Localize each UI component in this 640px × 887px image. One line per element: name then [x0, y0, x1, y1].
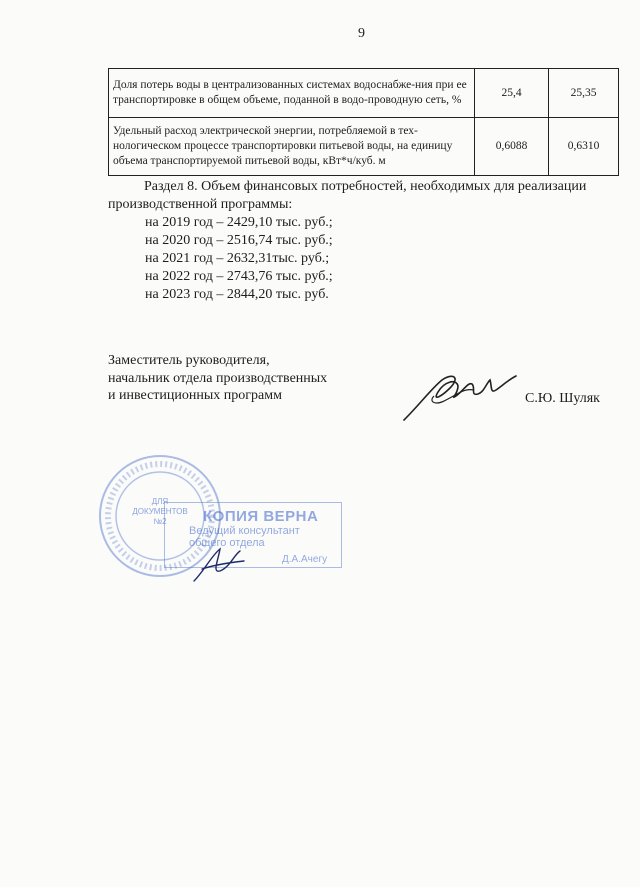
- signatory-name: С.Ю. Шуляк: [525, 391, 600, 406]
- position-line: начальник отдела производственных: [108, 370, 328, 386]
- table-row: [109, 118, 619, 176]
- indicator-value: 25,35: [549, 69, 619, 118]
- list-item: на 2019 год – 2429,10 тыс. руб.;: [145, 215, 333, 230]
- table-row: [109, 69, 619, 118]
- stamp-position: Ведущий консультант: [189, 525, 300, 537]
- stamp-name: Д.А.Ачегу: [282, 554, 328, 565]
- indicator-value: 0,6310: [549, 118, 619, 176]
- seal-text: ДЛЯ: [151, 497, 169, 506]
- indicator-value: 25,4: [475, 69, 549, 118]
- indicator-name: Удельный расход электрической энергии, потребляемой в тех-нологическом процессе транспортировки питьевой воды, на единицу объема транспортируемой питьевой воды, кВт*ч/куб. м: [109, 118, 475, 176]
- signatory-position: [108, 352, 327, 405]
- page-number: 9: [358, 26, 365, 41]
- section-heading: Раздел 8. Объем финансовых потребностей, необходимых для реализации производственной программы:: [108, 179, 587, 212]
- financial-needs-section: [108, 178, 620, 304]
- position-line: Заместитель руководителя,: [108, 353, 270, 368]
- indicator-name: Доля потерь воды в централизованных системах водоснабже-ния при ее транспортировке в общем объеме, поданной в водо-проводную сеть, %: [109, 69, 475, 118]
- handwritten-signature: [398, 366, 523, 424]
- stamp-department: общего отдела: [189, 537, 265, 549]
- seal-text: ДОКУМЕНТОВ: [132, 507, 188, 516]
- list-item: на 2022 год – 2743,76 тыс. руб.;: [145, 269, 333, 284]
- seal-text: №2: [153, 517, 167, 526]
- stamp-signature: [190, 545, 250, 585]
- list-item: на 2020 год – 2516,74 тыс. руб.;: [145, 233, 333, 248]
- list-item: на 2023 год – 2844,20 тыс. руб.: [145, 287, 329, 302]
- list-item: на 2021 год – 2632,31тыс. руб.;: [145, 251, 330, 266]
- indicator-value: 0,6088: [475, 118, 549, 176]
- position-line: и инвестиционных программ: [108, 388, 282, 403]
- indicators-table: [108, 68, 619, 176]
- stamp-title: КОПИЯ ВЕРНА: [203, 508, 319, 525]
